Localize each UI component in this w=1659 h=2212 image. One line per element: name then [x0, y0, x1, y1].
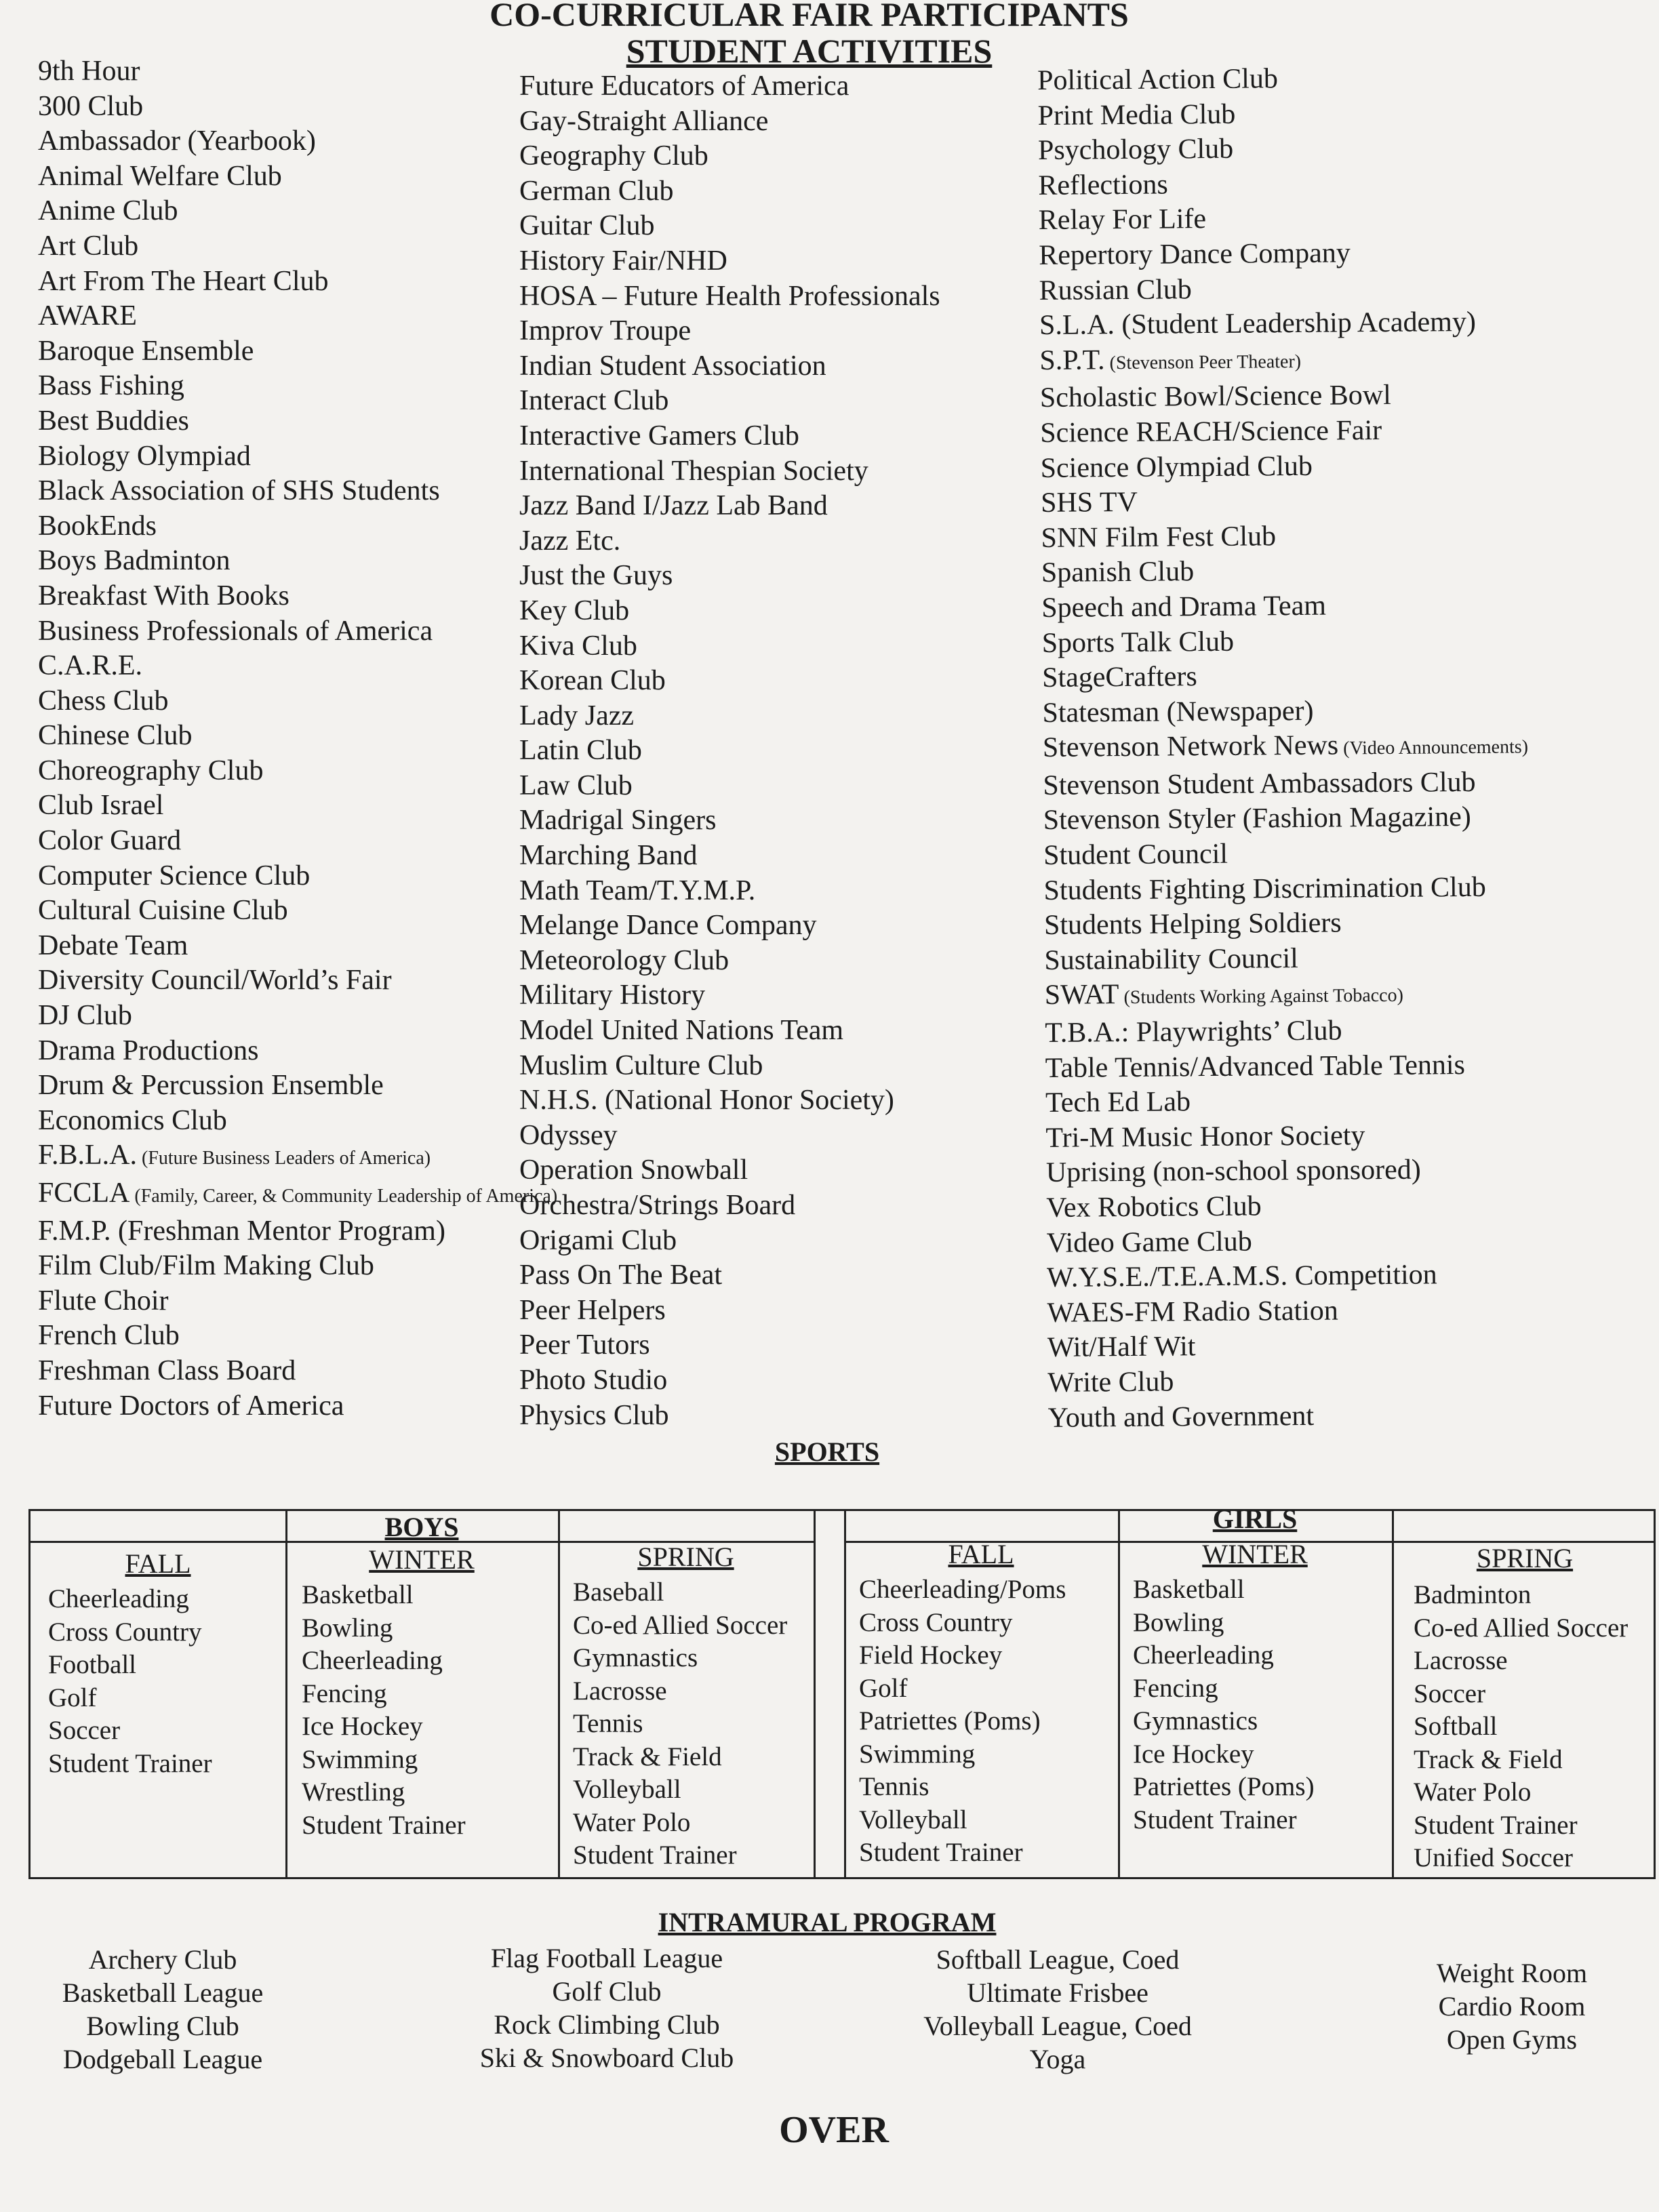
list-item: Patriettes (Poms) [1133, 1772, 1315, 1801]
list-item: Ski & Snowboard Club [479, 2043, 734, 2073]
list-item: Chess Club [38, 685, 169, 717]
list-item: Improv Troupe [519, 315, 692, 347]
list-item: Baroque Ensemble [38, 335, 254, 367]
list-item: Student Trainer [1414, 1810, 1578, 1840]
list-item: Uprising (non-school sponsored) [1045, 1154, 1421, 1189]
list-item: Youth and Government [1047, 1400, 1315, 1434]
girls-spring-list [1414, 1579, 1628, 1875]
list-item: Repertory Dance Company [1039, 237, 1351, 271]
list-item: Ice Hockey [1133, 1739, 1254, 1769]
list-item: Students Fighting Discrimination Club [1043, 871, 1486, 906]
list-item: Lacrosse [573, 1676, 667, 1706]
list-item: Lady Jazz [519, 700, 635, 731]
list-item: Students Helping Soldiers [1043, 907, 1342, 942]
list-item: AWARE [38, 300, 137, 332]
list-item-note: (Future Business Leaders of America) [137, 1148, 431, 1169]
list-item: Peer Helpers [519, 1294, 666, 1326]
list-item: Cheerleading [302, 1646, 443, 1675]
list-item: Volleyball [859, 1805, 967, 1834]
list-item: Military History [519, 980, 706, 1011]
list-item: Best Buddies [38, 405, 189, 437]
list-item: Guitar Club [519, 210, 655, 242]
list-item: Basketball League [62, 1977, 264, 2008]
list-item: Bowling [1133, 1607, 1224, 1637]
boys-winter-list [302, 1579, 466, 1842]
list-item-note: (Stevenson Peer Theater) [1104, 350, 1302, 374]
list-item: Dodgeball League [62, 2044, 263, 2074]
intramural-heading: INTRAMURAL PROGRAM [658, 1907, 997, 1937]
list-item: Bowling Club [86, 2011, 239, 2041]
list-item: Marching Band [519, 840, 698, 872]
sports-table [28, 1504, 1656, 1879]
list-item: Origami Club [519, 1224, 677, 1256]
list-item: Interactive Gamers Club [519, 420, 799, 451]
list-item: 9th Hour [38, 56, 140, 87]
girls-fall-list [859, 1573, 1066, 1870]
list-item: Golf [859, 1673, 908, 1703]
list-item: Soccer [1414, 1678, 1486, 1708]
list-item: Unified Soccer [1414, 1843, 1573, 1872]
girls-winter-label: WINTER [1202, 1539, 1308, 1569]
list-item: Print Media Club [1037, 98, 1236, 132]
list-item: Flute Choir [38, 1285, 169, 1316]
list-item: Art From The Heart Club [38, 265, 329, 297]
list-item: Scholastic Bowl/Science Bowl [1039, 380, 1391, 414]
list-item: Choreography Club [38, 755, 264, 786]
activities-column-1 [38, 54, 557, 1424]
list-item: Swimming [859, 1739, 976, 1769]
list-item: Jazz Band I/Jazz Lab Band [519, 490, 828, 522]
list-item: SHS TV [1040, 486, 1138, 519]
list-item: Vex Robotics Club [1046, 1190, 1262, 1224]
list-item: Key Club [519, 595, 630, 626]
list-item: Cardio Room [1438, 1991, 1586, 2022]
list-item: Law Club [519, 769, 633, 801]
list-item: Biology Olympiad [38, 440, 251, 472]
page-title: CO-CURRICULAR FAIR PARTICIPANTS [489, 0, 1129, 33]
boys-fall-label: FALL [125, 1548, 191, 1579]
list-item: Diversity Council/World’s Fair [38, 965, 392, 997]
list-item-note: (Video Announcements) [1338, 736, 1529, 759]
list-item: Science Olympiad Club [1040, 450, 1313, 484]
list-item: T.B.A.: Playwrights’ Club [1045, 1015, 1342, 1049]
boys-fall-list [48, 1583, 212, 1780]
list-item: Art Club [38, 230, 139, 262]
list-item: Cheerleading/Poms [859, 1575, 1066, 1604]
list-item: Student Trainer [302, 1810, 466, 1840]
list-item: Science REACH/Science Fair [1040, 414, 1382, 449]
list-item: Student Trainer [48, 1748, 212, 1778]
intramural-column-1 [41, 1943, 285, 2076]
intramural-column-4 [1397, 1956, 1627, 2056]
list-item: SWAT (Students Working Against Tobacco) [1044, 979, 1403, 1011]
list-item: Sports Talk Club [1041, 626, 1235, 659]
list-item: Student Council [1043, 838, 1228, 872]
list-item: Volleyball League, Coed [923, 2011, 1192, 2041]
list-item: Stevenson Network News (Video Announcements) [1042, 729, 1529, 764]
list-item: Anime Club [38, 195, 178, 227]
list-item: W.Y.S.E./T.E.A.M.S. Competition [1046, 1259, 1437, 1294]
boys-label: BOYS [384, 1512, 459, 1542]
list-item: Archery Club [88, 1944, 237, 1975]
list-item: Tri-M Music Honor Society [1045, 1120, 1365, 1154]
list-item: Pass On The Beat [519, 1260, 723, 1291]
girls-winter-list [1133, 1573, 1315, 1836]
list-item: Ultimate Frisbee [967, 1977, 1148, 2008]
intramural-column-3 [895, 1943, 1220, 2076]
list-item: French Club [38, 1320, 180, 1352]
list-item: BookEnds [38, 510, 157, 542]
list-item: Club Israel [38, 790, 164, 822]
list-item: Cheerleading [48, 1584, 189, 1613]
list-item: StageCrafters [1041, 661, 1197, 694]
list-item-note: (Family, Career, & Community Leadership of America) [129, 1186, 558, 1207]
list-item: Statesman (Newspaper) [1042, 695, 1314, 729]
list-item: Interact Club [519, 385, 669, 417]
list-item: S.L.A. (Student Leadership Academy) [1039, 306, 1477, 342]
list-item: Wit/Half Wit [1047, 1331, 1196, 1364]
list-item: German Club [519, 175, 674, 207]
list-item: Softball [1414, 1712, 1498, 1741]
list-item: FCCLA (Family, Career, & Community Leadership of America) [38, 1178, 558, 1209]
boys-winter-label: WINTER [369, 1544, 475, 1575]
list-item: Fencing [302, 1678, 387, 1708]
list-item: Business Professionals of America [38, 615, 433, 647]
list-item: Relay For Life [1038, 203, 1207, 237]
list-item: N.H.S. (National Honor Society) [519, 1085, 894, 1117]
list-item: Weight Room [1436, 1958, 1588, 1988]
list-item: Track & Field [1414, 1744, 1563, 1774]
list-item: Tennis [859, 1772, 930, 1801]
list-item: Lacrosse [1414, 1646, 1508, 1675]
list-item: Soccer [48, 1716, 121, 1745]
list-item: Softball League, Coed [936, 1944, 1180, 1975]
list-item: Odyssey [519, 1119, 618, 1151]
list-item: Table Tennis/Advanced Table Tennis [1045, 1049, 1466, 1084]
list-item: Baseball [573, 1577, 664, 1607]
list-item: Korean Club [519, 665, 666, 697]
list-item: Bass Fishing [38, 370, 184, 402]
list-item: Rock Climbing Club [494, 2009, 720, 2040]
list-item: 300 Club [38, 90, 144, 122]
list-item: Yoga [1029, 2044, 1086, 2074]
list-item: Golf [48, 1683, 97, 1712]
list-item: Math Team/T.Y.M.P. [519, 874, 756, 906]
list-item: Black Association of SHS Students [38, 475, 440, 507]
list-item: Spanish Club [1041, 556, 1195, 589]
list-item: Color Guard [38, 825, 182, 857]
list-item: Geography Club [519, 140, 708, 172]
list-item: Debate Team [38, 929, 188, 961]
list-item: Track & Field [573, 1742, 722, 1771]
list-item: Field Hockey [859, 1641, 1003, 1670]
list-item: Economics Club [38, 1104, 227, 1136]
list-item: Reflections [1038, 169, 1168, 201]
list-item: Student Trainer [859, 1838, 1023, 1867]
list-item: Cross Country [48, 1617, 202, 1647]
sports-heading: SPORTS [774, 1436, 880, 1467]
list-item: Football [48, 1650, 137, 1679]
list-item: Video Game Club [1046, 1226, 1252, 1259]
list-item: Model United Nations Team [519, 1015, 844, 1047]
list-item: Stevenson Student Ambassadors Club [1043, 766, 1476, 801]
list-item: Co-ed Allied Soccer [1414, 1613, 1628, 1643]
list-item: Cultural Cuisine Club [38, 895, 288, 927]
list-item: Operation Snowball [519, 1154, 748, 1186]
list-item: Jazz Etc. [519, 525, 621, 557]
list-item: Orchestra/Strings Board [519, 1190, 796, 1221]
list-item: Muslim Culture Club [519, 1049, 763, 1081]
list-item: Open Gyms [1446, 2024, 1578, 2055]
list-item: Physics Club [519, 1399, 669, 1431]
list-item: Photo Studio [519, 1364, 668, 1396]
list-item: Drum & Percussion Ensemble [38, 1070, 384, 1102]
list-item: Wrestling [302, 1777, 405, 1807]
list-item: Gay-Straight Alliance [519, 105, 769, 137]
list-item: History Fair/NHD [519, 245, 727, 277]
list-item: C.A.R.E. [38, 650, 143, 682]
list-item: Peer Tutors [519, 1329, 650, 1361]
list-item: Boys Badminton [38, 545, 231, 577]
list-item: Golf Club [552, 1976, 662, 2007]
list-item: Just the Guys [519, 560, 673, 592]
list-item: Patriettes (Poms) [859, 1706, 1041, 1735]
list-item: Speech and Drama Team [1041, 590, 1327, 624]
list-item: Co-ed Allied Soccer [573, 1610, 788, 1640]
list-item: F.B.L.A. (Future Business Leaders of America) [38, 1140, 431, 1171]
list-item: Bowling [302, 1613, 393, 1643]
list-item: Stevenson Styler (Fashion Magazine) [1043, 801, 1471, 837]
list-item: Ambassador (Yearbook) [38, 125, 316, 157]
list-item: Gymnastics [1133, 1706, 1258, 1735]
list-item: Chinese Club [38, 720, 193, 752]
girls-label: GIRLS [1212, 1504, 1298, 1534]
list-item: F.M.P. (Freshman Mentor Program) [38, 1215, 445, 1247]
activities-column-3 [1037, 60, 1534, 1436]
list-item: Freshman Class Board [38, 1354, 296, 1386]
list-item: Sustainability Council [1044, 942, 1299, 976]
list-item: Student Trainer [1133, 1805, 1297, 1834]
list-item: Water Polo [1414, 1777, 1532, 1807]
list-item: Volleyball [573, 1775, 681, 1804]
list-item: Latin Club [519, 735, 642, 767]
list-item: Student Trainer [573, 1841, 737, 1870]
list-item: Gymnastics [573, 1643, 698, 1672]
list-item: Basketball [1133, 1575, 1245, 1604]
over-label: OVER [779, 2109, 889, 2151]
list-item: Russian Club [1039, 273, 1193, 306]
list-item: Political Action Club [1037, 63, 1279, 96]
girls-spring-label: SPRING [1476, 1543, 1574, 1573]
list-item: Flag Football League [490, 1943, 723, 1973]
list-item: Cross Country [859, 1607, 1013, 1637]
list-item: HOSA – Future Health Professionals [519, 280, 940, 312]
intramural-column-2 [461, 1942, 753, 2074]
list-item: Animal Welfare Club [38, 160, 282, 192]
list-item: Future Educators of America [519, 71, 850, 102]
list-item: S.P.T. (Stevenson Peer Theater) [1039, 344, 1302, 376]
list-item: Basketball [302, 1580, 414, 1609]
boys-spring-list [573, 1576, 787, 1872]
list-item: Meteorology Club [519, 944, 729, 976]
list-item: Melange Dance Company [519, 910, 817, 942]
list-item: Breakfast With Books [38, 580, 289, 611]
list-item: Indian Student Association [519, 350, 826, 382]
page-subtitle: STUDENT ACTIVITIES [626, 32, 993, 70]
list-item: Tech Ed Lab [1045, 1086, 1191, 1119]
list-item: International Thespian Society [519, 455, 868, 487]
list-item: Film Club/Film Making Club [38, 1250, 374, 1282]
list-item: Psychology Club [1037, 133, 1234, 167]
list-item: Kiva Club [519, 630, 637, 662]
list-item: DJ Club [38, 1000, 132, 1032]
list-item: Write Club [1047, 1366, 1174, 1399]
list-item: Madrigal Singers [519, 805, 717, 837]
list-item: Badminton [1414, 1580, 1532, 1609]
list-item: Swimming [302, 1744, 418, 1774]
list-item: Fencing [1133, 1673, 1218, 1703]
list-item: Tennis [573, 1709, 643, 1738]
list-item: WAES-FM Radio Station [1047, 1295, 1338, 1329]
girls-fall-label: FALL [948, 1539, 1014, 1569]
list-item-note: (Students Working Against Tobacco) [1119, 985, 1403, 1009]
list-item: Computer Science Club [38, 860, 311, 891]
list-item: Future Doctors of America [38, 1390, 344, 1422]
activities-column-2 [519, 69, 940, 1433]
list-item: SNN Film Fest Club [1041, 520, 1277, 554]
boys-spring-label: SPRING [637, 1542, 734, 1572]
list-item: Cheerleading [1133, 1641, 1274, 1670]
divider [814, 1511, 816, 1877]
list-item: Drama Productions [38, 1034, 259, 1066]
list-item: Ice Hockey [302, 1712, 423, 1741]
list-item: Water Polo [573, 1807, 691, 1837]
